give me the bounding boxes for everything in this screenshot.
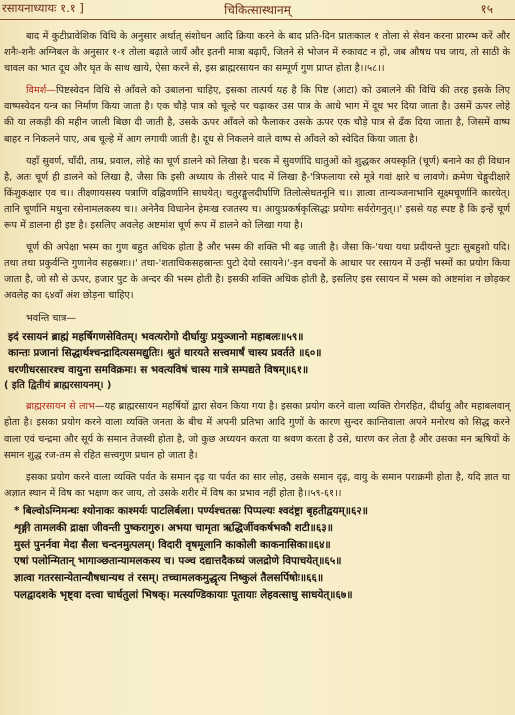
verse-line: कान्तः प्रजानां सिद्धार्थश्चन्द्रादित्यसमद्युतिः। श्रुतं धारयते सत्त्वमार्षं चास्य प्रवर्तते ॥६०॥ [8, 347, 322, 360]
vimarsha-text: पिष्टस्वेदन विधि से आँवले को उबालना चाहिए, इसका तात्पर्य यह है कि पिष्ट (आटा) को उबालने की विधि की तरह इसके लिए वाष्पस्वेदन यन्त्र का निर्माण किया जाता है। एक चौड़े पात्र को चूल्हे पर चढ़ाकर उस पात्र के आधे भाग में दूध भर दिया जाता है। उसमें ऊपर लोहे की या लकड़ी की महीन जाली बिछा दी जाती है, उसके ऊपर आँवले को फैलाकर उसके ऊपर एक चौड़े पात्र से ढँक दिया जाता है, जिसमें वाष्प बाहर न निकलने पाए, अब चूल्हे में आग लगायी जाती है। दूध से निकलने वाले वाष्प से आँवले को स्वेदित किया जाता है। [4, 85, 510, 145]
page-header [0, 0, 515, 20]
verse-line: पलद्वादशके भृष्ट्वा दत्त्वा चार्धतुलां भिषक्। मत्स्यण्डिकायाः पूतायाः लेहवत्साधु साधयेत्॥६७॥ [14, 588, 353, 601]
paragraph-bhasma: चूर्ण की अपेक्षा भस्म का गुण बहुत अधिक होता है और भस्म की शक्ति भी बढ़ जाती है। जैसा कि-'यथा यथा प्रदीयन्ते पुटाः सुबहुशो यदि। तथा तथा प्रकुर्वन्ति गुणानेव सहस्रशः।।' तथा-'शताधिकसहस्रान्तः पुटो देयो रसायने।'-इन वचनों के आधार पर रसायन में उन्हीं भस्मों का प्रयोग किया जाता है, जो सौ से ऊपर, हजार पुट के अन्दर की भस्म होती है। इसकी शक्ति अधिक होती है, इसलिए इस रसायन में भस्म को अष्टमांश न छोड़कर अवलेह का ६४वाँ अंश छोड़ना चाहिए। [4, 242, 510, 302]
verse-line: ज्ञात्वा गतरसान्येतान्यौषधान्यथ तं रसम्। तच्चामलकमुद्धृत्य निष्कुलं तैलसर्पिषोः॥६६॥ [14, 572, 324, 585]
paragraph-benefits [4, 399, 510, 463]
verse-line: मुस्तं पुनर्नवा मेदा सैला चन्दनमुत्पलम्। विदारी वृषमूलानि काकोली काकनासिका॥६४॥ [14, 538, 331, 551]
paragraph-procedure: बाद में कुटीप्रावेशिक विधि के अनुसार अर्थात् संशोधन आदि क्रिया करने के बाद प्रति-दिन प्रातःकाल १ तोला से सेवन करना प्रारम्भ करें और शनैः-शनैः अग्निबल के अनुसार १-१ तोला बढ़ाते जायँ और इतनी मात्रा बढ़ाएँ, जितने से भोजन में रुकावट न हो, जब औषध पच जाय, तो साठी के चावल का भात दूध और घृत के साथ खाये, ऐसा करने से, इस ब्राह्मरसायन का सम्पूर्ण गुण प्राप्त होता है।।५८।। [4, 31, 510, 75]
benefits-heading: ब्राह्मरसायन से लाभ [26, 401, 95, 413]
verse-block-1 [8, 329, 510, 379]
verse-line: एषां पलोन्मितान् भागाञ्छतान्यामलकस्य च। पञ्च दद्यात्तदैकध्यं जलद्रोणे विपाचयेत्॥६५॥ [14, 555, 342, 568]
paragraph-strength: इसका प्रयोग करने वाला व्यक्ति पर्वत के समान दृढ़ या पर्वत का सार लोह, उसके समान दृढ़, वायु के समान पराक्रमी होता है, यदि ज्ञात या अज्ञात स्थान में विष का भक्षण कर जाय, तो उसके शरीर में विष का प्रभाव नहीं होता है।।५९-६१।। [4, 471, 510, 499]
paragraph-vimarsha [4, 83, 510, 147]
verse-line: धरणीधरसारश्च वायुना समविक्रमः। स भवत्यविषं चास्य गात्रे सम्पद्यते विषम्॥६१॥ [8, 363, 309, 376]
verse-line: इदं रसायनं ब्राह्मं महर्षिगणसेवितम्। भवत्यरोगो दीर्घायुः प्रयुञ्जानो महाबलः॥५९॥ [8, 330, 304, 343]
benefits-text: —यह ब्राह्मरसायन महर्षियों द्वारा सेवन किया गया है। इसका प्रयोग करने वाला व्यक्ति रोगरहित, दीर्घायु और महाबलवान् होता है। इसका प्रयोग करने वाला व्यक्ति जनता के बीच में अपनी प्रतिभा आदि गुणों के कारण सुन्दर कान्तिवाला अपने मनोरथ को सिद्ध करने वाला एवं चन्द्रमा और सूर्य के समान तेजस्वी होता है, जो कुछ अध्ययन करता या श्रवण करता है उसे, धारण कर लेता है और उसका मन ऋषियों के समान शुद्ध रज-तम से रहित सत्त्वगुण प्रधान हो जाता है। [4, 401, 510, 461]
verse-section-end: ( इति द्वितीयं ब्राह्मरसायनम्। ) [4, 380, 112, 392]
vimarsha-heading: विमर्श— [26, 85, 56, 97]
verse-block-2 [14, 503, 510, 604]
section-title: चिकित्सास्थानम् [224, 3, 291, 17]
page-content [4, 29, 510, 604]
chapter-label: रसायनाध्यायः १.१ ] [2, 1, 84, 15]
bhavanti-line: भवन्ति चात्र— [26, 312, 76, 324]
paragraph-metals: यहाँ सुवर्ण, चाँदी, ताम्र, प्रवाल, लोहे का चूर्ण डालने को लिखा है। चरक में सुवर्णादि धातुओं को शुद्धकर अयस्कृति (चूर्ण) बनाने का ही विधान है, अतः चूर्ण ही डालने को लिखा है, जैसा कि इसी अध्याय के तीसरे पाद में लिखा है-'त्रिफलाया रसे मूत्रे गवां क्षारे च लावणे। क्रमेण चेङ्गुदीक्षारे किंशुकक्षार एव च।। तीक्ष्णायसस्य पत्राणि वह्निवर्णानि साधयेत्। चतुरङ्गुलदीर्घाणि तिलोत्सेधतनूनि च।। ज्ञात्वा तान्यञ्जनाभानि सूक्ष्मचूर्णानि कारयेत्। तानि चूर्णानि मधुना रसेनामलकस्य च।। अनेनैव विधानेन हेमःख रजतस्य च। आयुःप्रकर्षकृत्सिद्धः प्रयोगः सर्वरोगनुत्।।' इससे यह स्पष्ट है कि इन्हें चूर्ण रूप में डालना ही इष्ट है। इसलिए अवलेह अष्टमांश चूर्ण रूप में डालने को लिखा गया है। [4, 155, 510, 232]
verse-line: शृङ्गी तामलकी द्राक्षा जीवन्ती पुष्करागुरु। अभया चामृता ऋद्धिर्जीवकर्षभकौ शटी॥६३॥ [14, 521, 333, 534]
verse-line: * बिल्वोऽग्निमन्थः श्योनाकः काश्मर्यः पाटलिर्बला। पर्ण्यश्चतस्रः पिप्पल्यः श्वदंष्ट्रा बृहतीद्वयम्॥६२॥ [14, 504, 368, 517]
page-number: १५ [480, 2, 493, 16]
